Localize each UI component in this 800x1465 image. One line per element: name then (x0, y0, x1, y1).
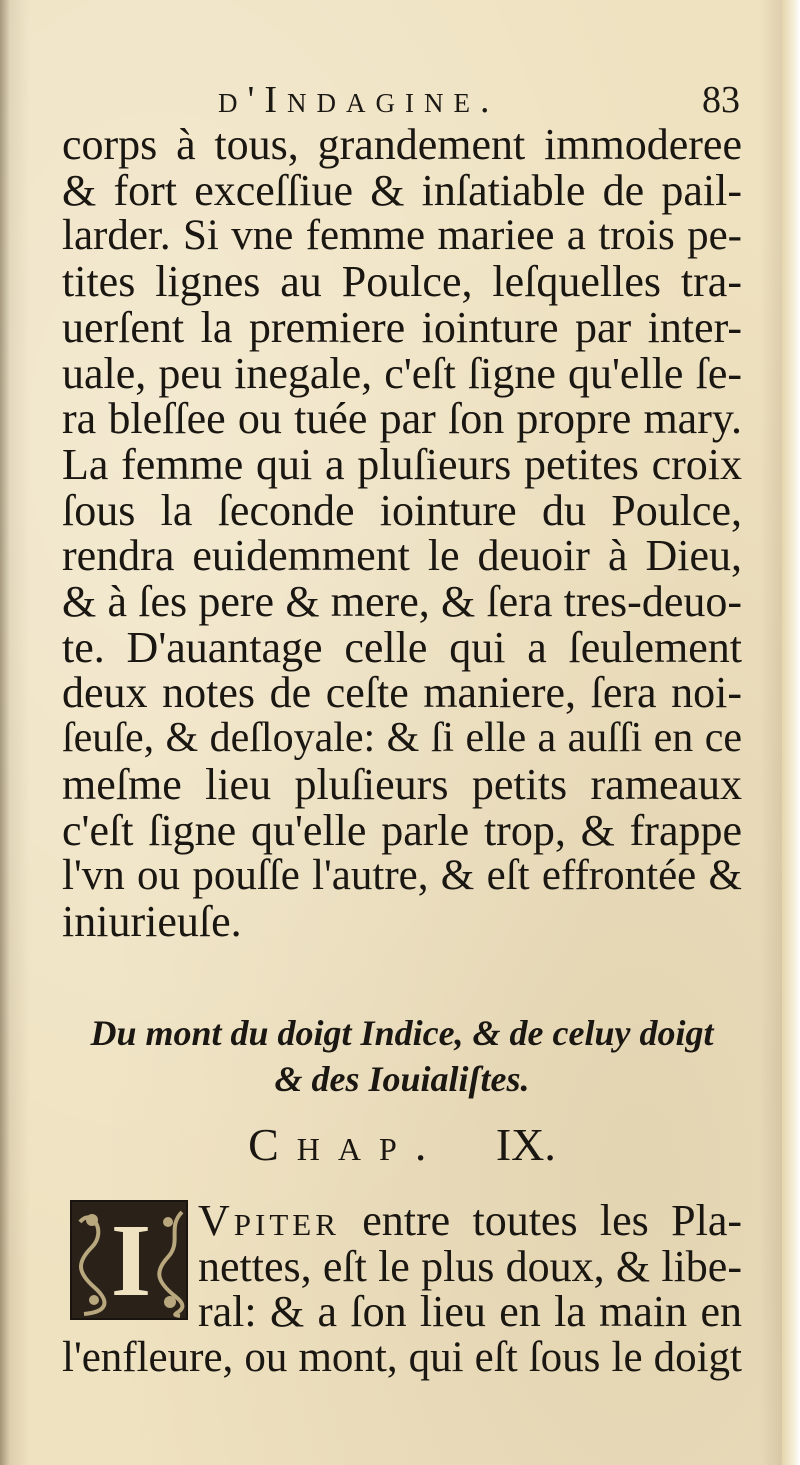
text-line: ſeuſe, & deſloyale: & ſi elle a auſſi en ce (62, 715, 742, 762)
text-line (198, 1198, 742, 1244)
text-fragment: entre toutes les Pla- (362, 1196, 742, 1245)
text-line: iniurieuſe. (62, 896, 242, 946)
text-line: uerſent la premiere iointure par inter- (62, 302, 742, 352)
text-line: La femme qui a pluſieurs petites croix (62, 439, 742, 489)
text-line: uale, peu inegale, c'eſt ſigne qu'elle ſe- (62, 348, 742, 398)
text-line: ra bleſſee ou tuée par ſon propre mary. (62, 394, 742, 444)
chapter-label: Chap. (248, 1119, 445, 1170)
section-title-line: Du mont du doigt Indice, & de celuy doigt (90, 1013, 714, 1053)
text-line: & à ſes pere & mere, & ſera tres-deuo- (62, 577, 742, 627)
page-header (70, 78, 740, 122)
running-head: d'Indagine. (218, 79, 500, 121)
chapter-body (62, 1198, 742, 1381)
page-edge (782, 0, 800, 1465)
smallcaps-word: Vpiter (198, 1196, 340, 1245)
text-line: meſme lieu pluſieurs petits rameaux (62, 759, 742, 809)
text-line: c'eſt ſigne qu'elle parle trop, & frappe (62, 805, 742, 855)
chapter-number: IX. (495, 1119, 556, 1170)
text-line: & fort exceſſiue & inſatiable de pail- (62, 165, 742, 215)
chapter-heading (62, 1118, 742, 1171)
text-line: ral: & a ſon lieu en la main en (198, 1287, 742, 1337)
section-title (62, 1010, 742, 1102)
text-line: l'vn ou pouſſe l'autre, & eſt effrontée & (62, 852, 742, 900)
text-line: deux notes de ceſte maniere, ſera noi- (62, 668, 742, 718)
page-gutter-shadow (0, 0, 10, 1465)
text-line: tites lignes au Poulce, leſquelles tra- (62, 257, 742, 307)
initial-letter: I (110, 1203, 152, 1318)
page-number: 83 (702, 79, 740, 121)
text-line: corps à tous, grandement immoderee (62, 120, 742, 169)
body-text (62, 122, 742, 945)
text-line: ſous la ſeconde iointure du Poulce, (62, 485, 742, 535)
section-title-line: & des Iouialiſtes. (274, 1059, 530, 1099)
text-line: te. D'auantage celle qui a ſeulement (62, 622, 742, 672)
text-line: rendra euidemment le deuoir à Dieu, (62, 531, 742, 581)
text-line: l'enfleure, ou mont, qui eſt ſous le doigt (62, 1334, 742, 1382)
text-line: larder. Si vne femme mariee a trois pe- (62, 212, 742, 260)
text-line: nettes, eſt le plus doux, & libe- (198, 1241, 742, 1291)
